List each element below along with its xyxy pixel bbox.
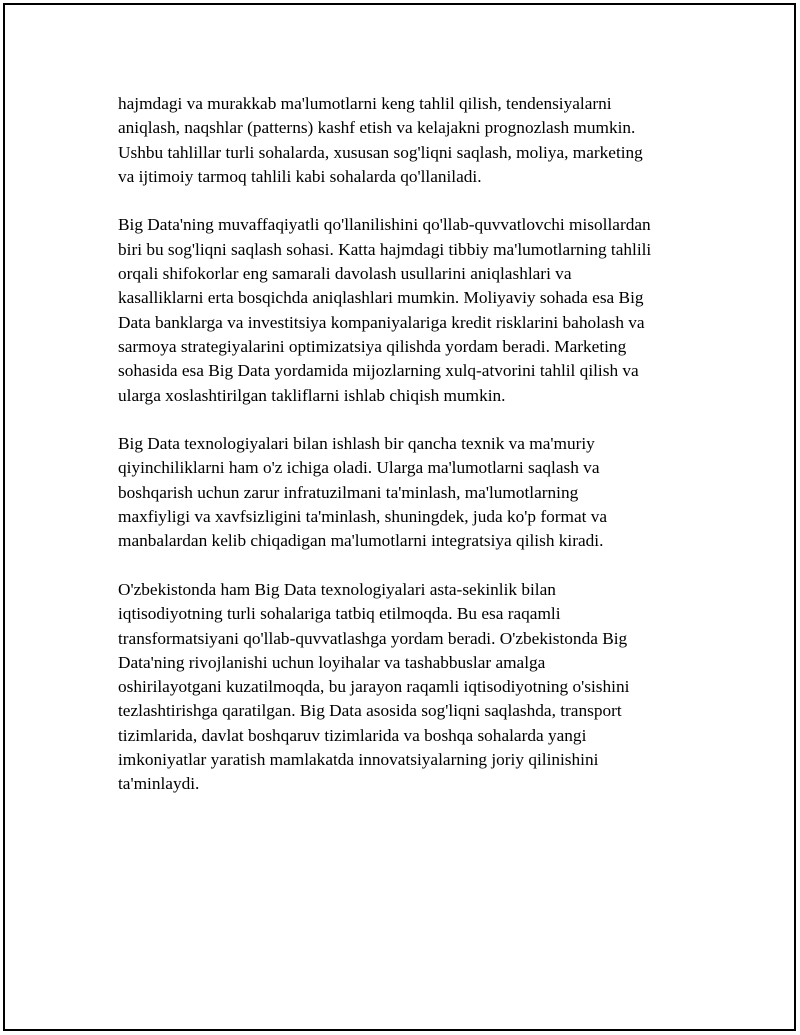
paragraph-2 [118,213,698,407]
text-line: iqtisodiyotning turli sohalariga tatbiq etilmoqda. Bu esa raqamli [118,604,561,624]
paragraph-1 [118,92,698,189]
text-line: biri bu sog'liqni saqlash sohasi. Katta hajmdagi tibbiy ma'lumotlarning tahlili [118,239,652,259]
text-line: va ijtimoiy tarmoq tahlili kabi sohalarda qo'llaniladi. [118,166,482,186]
text-line: transformatsiyani qo'llab-quvvatlashga yordam beradi. O'zbekistonda Big [118,628,628,648]
text-line: tizimlarida, davlat boshqaruv tizimlarida va boshqa sohalarda yangi [118,725,587,745]
text-line: Data'ning rivojlanishi uchun loyihalar va tashabbuslar amalga [118,652,546,672]
text-line: hajmdagi va murakkab ma'lumotlarni keng tahlil qilish, tendensiyalarni [118,94,612,113]
document-body [118,92,698,821]
text-line: sohasida esa Big Data yordamida mijozlarning xulq-atvorini tahlil qilish va [118,361,639,381]
text-line: maxfiyligi va xavfsizligini ta'minlash, shuningdek, juda ko'p format va [118,507,608,527]
paragraph-4 [118,578,698,797]
text-line: tezlashtirishga qaratilgan. Big Data asosida sog'liqni saqlashda, transport [118,701,622,721]
text-line: kasalliklarni erta bosqichda aniqlashlari mumkin. Moliyaviy sohada esa Big [118,288,644,308]
text-line: ularga xoslashtirilgan takliflarni ishlab chiqish mumkin. [118,385,506,405]
text-line: orqali shifokorlar eng samarali davolash usullarini aniqlashlari va [118,264,572,284]
text-line: Big Data'ning muvaffaqiyatli qo'llanilishini qo'llab-quvvatlovchi misollardan [118,215,651,235]
text-line: imkoniyatlar yaratish mamlakatda innovatsiyalarning joriy qilinishini [118,750,599,770]
text-line: oshirilayotgani kuzatilmoqda, bu jarayon raqamli iqtisodiyotning o'sishini [118,677,630,697]
text-line: Big Data texnologiyalari bilan ishlash bir qancha texnik va ma'muriy [118,434,595,454]
text-line: boshqarish uchun zarur infratuzilmani ta'minlash, ma'lumotlarning [118,482,579,502]
text-line: aniqlash, naqshlar (patterns) kashf etish va kelajakni prognozlash mumkin. [118,118,636,138]
text-line: manbalardan kelib chiqadigan ma'lumotlarni integratsiya qilish kiradi. [118,531,604,551]
paragraph-3 [118,432,698,553]
text-line: sarmoya strategiyalarini optimizatsiya qilishda yordam beradi. Marketing [118,336,627,356]
text-line: ta'minlaydi. [118,774,200,794]
text-line: qiyinchiliklarni ham o'z ichiga oladi. Ularga ma'lumotlarni saqlash va [118,458,600,478]
text-line: O'zbekistonda ham Big Data texnologiyalari asta-sekinlik bilan [118,579,556,599]
text-line: Data banklarga va investitsiya kompaniyalariga kredit risklarini baholash va [118,312,645,332]
text-line: Ushbu tahlillar turli sohalarda, xususan sog'liqni saqlash, moliya, marketing [118,142,643,162]
